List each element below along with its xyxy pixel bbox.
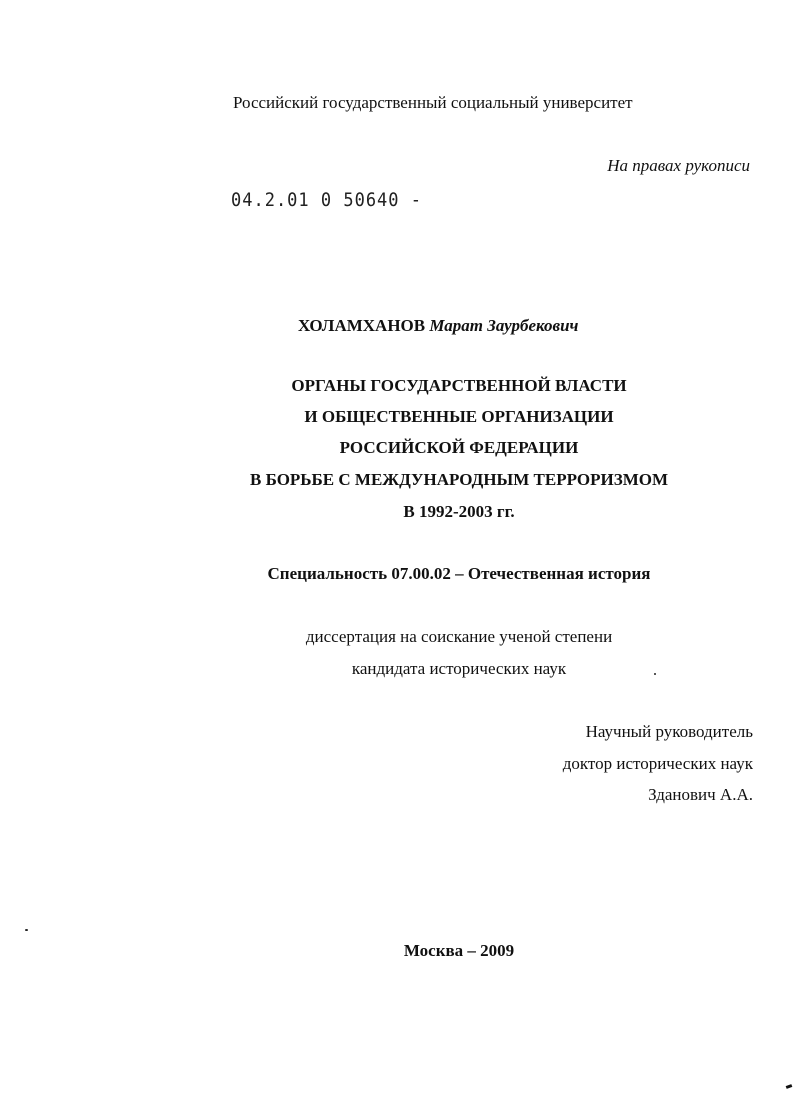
author-given-names: Марат Заурбекович: [429, 316, 579, 335]
city-year: Москва – 2009: [403, 941, 515, 960]
title-line: РОССИЙСКОЙ ФЕДЕРАЦИИ: [339, 438, 579, 457]
degree-line: диссертация на соискание ученой степени: [305, 627, 613, 646]
university-name: Российский государственный социальный университет: [233, 93, 633, 112]
specialty: Специальность 07.00.02 – Отечественная история: [267, 564, 651, 583]
scan-speck: [25, 929, 28, 931]
scan-speck: [654, 673, 656, 675]
manuscript-note: На правах рукописи: [607, 156, 750, 175]
catalog-stamp: 04.2.01 0 50640 -: [231, 189, 422, 212]
supervisor-role: Научный руководитель: [585, 722, 753, 741]
author-surname: ХОЛАМХАНОВ: [298, 316, 426, 335]
title-line: ОРГАНЫ ГОСУДАРСТВЕННОЙ ВЛАСТИ: [291, 376, 627, 395]
scan-corner-mark: [786, 1084, 793, 1089]
supervisor-name: Зданович А.А.: [648, 785, 753, 804]
author-name: [298, 316, 578, 336]
degree-line: кандидата исторических наук: [351, 659, 567, 678]
title-line: В БОРЬБЕ С МЕЖДУНАРОДНЫМ ТЕРРОРИЗМОМ: [249, 470, 669, 489]
supervisor-degree: доктор исторических наук: [562, 754, 753, 773]
title-line: И ОБЩЕСТВЕННЫЕ ОРГАНИЗАЦИИ: [304, 407, 614, 426]
title-line: В 1992-2003 гг.: [403, 502, 515, 521]
